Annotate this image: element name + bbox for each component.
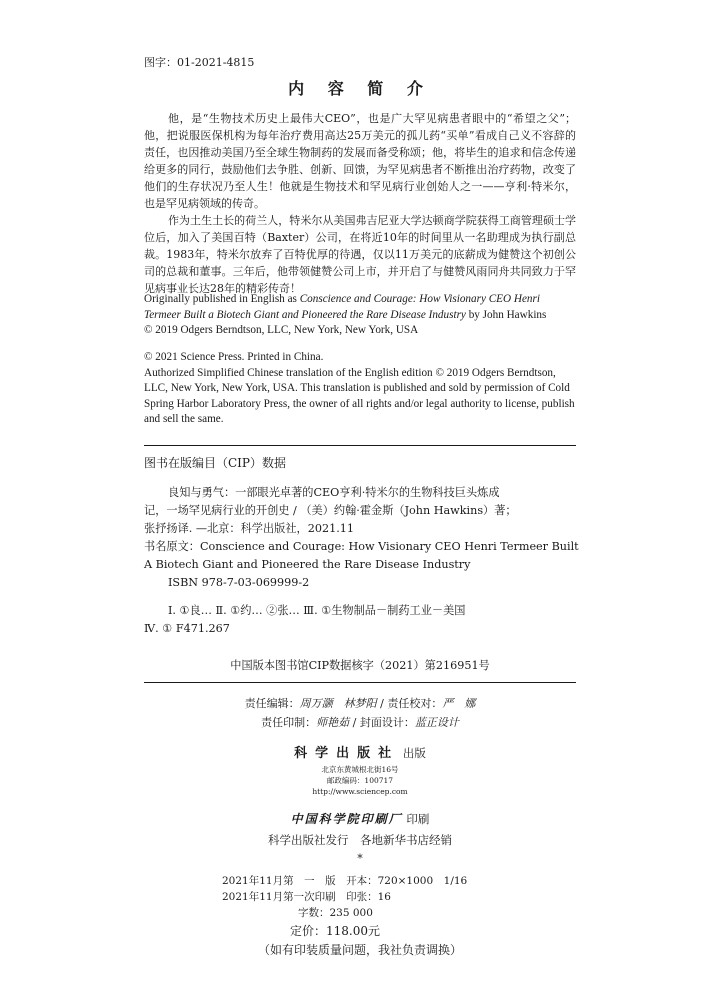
summary-paragraph-1: 他，是“生物技术历史上最伟大CEO”，也是广大罕见病患者眼中的“希望之父”；他，把说服医保机构为每年治疗费用高达25万美元的孤儿药“买单”看成自己义不容辞的责任，也因推动美国乃至全球生物制药的发展而备受称颂；他，将毕生的追求和信念传递给更多的同行，鼓励他们去争胜、创新、回馈，为罕见病患者不断推出治疗药物，改变了他们的生存状况乃至人生！他就是生物技术和罕见病行业创始人之一——亨利·特米尔，也是罕见病领域的传奇。 xyxy=(144,112,576,210)
editor-names: 周万灏 林梦阳 xyxy=(299,697,377,710)
separator-star: * xyxy=(357,852,363,865)
publisher-line xyxy=(0,742,720,761)
credits-line-2 xyxy=(144,713,576,732)
divider-bottom xyxy=(144,682,576,683)
original-copyright: © 2019 Odgers Berndtson, LLC, New York, New York, USA xyxy=(144,324,419,336)
printer-name: 中国科学院印刷厂 xyxy=(290,812,403,826)
publisher-address: 北京东黄城根北街16号 xyxy=(321,765,399,774)
quality-notice: （如有印装质量问题，我社负责调换） xyxy=(257,943,462,957)
cip-classification-2: Ⅳ. ① F471.267 xyxy=(144,622,230,635)
cip-heading: 图书在版编目（CIP）数据 xyxy=(144,456,286,470)
print-manager-name: 师艳茹 xyxy=(316,716,350,729)
summary-paragraph-2: 作为土生土长的荷兰人，特米尔从美国弗吉尼亚大学达顿商学院获得工商管理硕士学位后，加入了美国百特（Baxter）公司，在将近10年的时间里从一名助理成为执行副总裁。1983年，特米尔放弃了百特优厚的待遇，仅以11万美元的底薪成为健赞这个初创公司的总裁和董事。三年后，他带领健赞公司上市，并开启了与健赞风雨同舟共同致力于罕见病事业长达28年的精彩传奇！ xyxy=(144,214,576,295)
print-manager-label: 责任印制： xyxy=(261,716,317,729)
proofreader-label: / 责任校对： xyxy=(376,697,443,710)
publisher-url: http://www.sciencep.com xyxy=(312,787,408,796)
original-book-title: Conscience and Courage: How Visionary CEO Henri Termeer Built a Biotech Giant and Pioneered the Rare Disease Industry xyxy=(144,293,540,321)
edition-line: 2021年11月第 一 版 开本：720×1000 1/16 xyxy=(222,875,468,887)
printer-suffix: 印刷 xyxy=(406,812,430,826)
cip-classification-1: Ⅰ. ①良… Ⅱ. ①约… ②张… Ⅲ. ①生物制品－制药工业－美国 xyxy=(168,604,466,617)
printing-line: 2021年11月第一次印刷 印张：16 xyxy=(222,891,391,903)
distribution-line: 科学出版社发行 各地新华书店经销 xyxy=(268,833,452,847)
cip-record-number: 中国版本图书馆CIP数据核字（2021）第216951号 xyxy=(230,659,490,672)
cip-isbn: ISBN 978-7-03-069999-2 xyxy=(168,576,310,589)
cip-original-title-line-2: A Biotech Giant and Pioneered the Rare Disease Industry xyxy=(144,558,471,571)
cip-original-title-line: 书名原文：Conscience and Courage: How Visionary CEO Henri Termeer Built xyxy=(144,540,579,553)
summary-title: 内 容 简 介 xyxy=(288,79,432,98)
printer-line xyxy=(0,810,720,827)
price: 定价：118.00元 xyxy=(290,924,380,938)
credits-line-1 xyxy=(144,694,576,713)
original-publication-note xyxy=(144,292,576,339)
authorization-statement: Authorized Simplified Chinese translation of the English edition © 2019 Odgers Berndtson, LLC, New York, New York, USA. This translation is published and sold by permission of Cold Spring Harbor Laboratory Press, the owner of all rights and/or legal authority to license, publish and sell the same. xyxy=(144,366,575,425)
credits-block xyxy=(144,694,576,732)
cip-author-line: 记，一场罕见病行业的开创史 / （美）约翰·霍金斯（John Hawkins）著； xyxy=(144,504,517,517)
divider-top xyxy=(144,445,576,446)
publisher-name: 科学出版社 xyxy=(294,746,400,761)
translation-rights-note xyxy=(144,350,576,428)
original-author: by John Hawkins xyxy=(465,308,547,321)
cover-designer-name: 蓝正设计 xyxy=(414,716,459,729)
publisher-suffix: 出版 xyxy=(402,746,426,760)
science-press-copyright: © 2021 Science Press. Printed in China. xyxy=(144,351,324,363)
proofreader-name: 严 娜 xyxy=(442,697,476,710)
original-prefix: Originally published in English as xyxy=(144,293,300,305)
word-count: 字数：235 000 xyxy=(298,907,373,919)
cover-design-label: / 封面设计： xyxy=(349,716,415,729)
editor-label: 责任编辑： xyxy=(244,697,300,710)
publisher-postcode: 邮政编码：100717 xyxy=(326,776,394,785)
cip-title-line: 良知与勇气：一部眼光卓著的CEO亨利·特米尔的生物科技巨头炼成 xyxy=(168,486,500,499)
registration-number: 图字：01-2021-4815 xyxy=(144,56,255,69)
cip-publisher-line: 张抒扬译. —北京：科学出版社，2021.11 xyxy=(144,522,355,535)
publisher-contact xyxy=(0,764,720,797)
cip-data xyxy=(144,484,579,638)
